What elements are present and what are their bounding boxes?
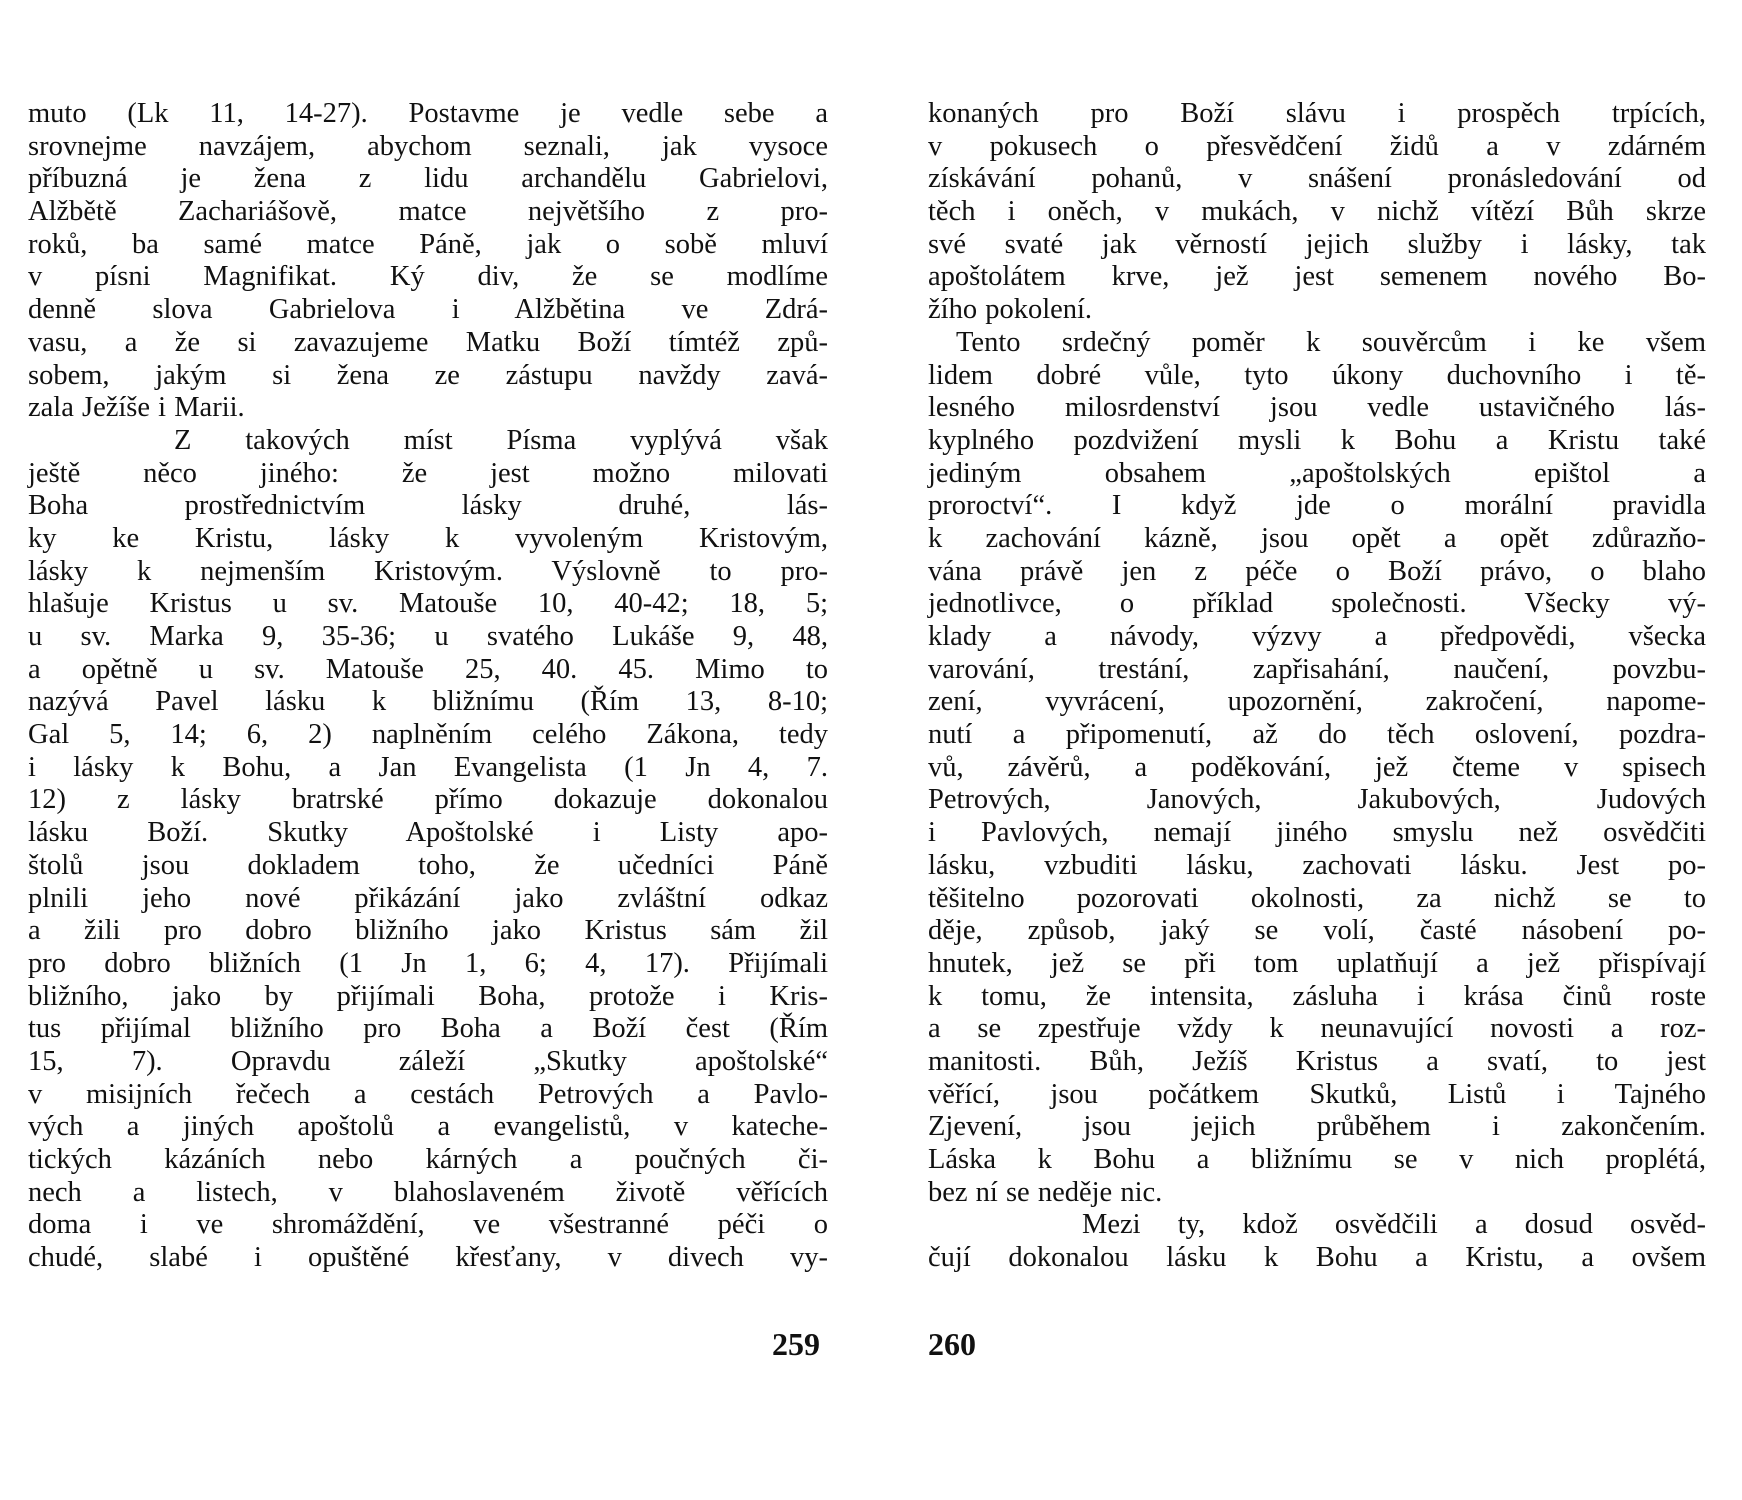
text-line: v písni Magnifikat. Ký div, že se modlíme: [28, 261, 828, 293]
text-line: proroctví“. I když jde o morální pravidla: [928, 490, 1706, 522]
text-line: žího pokolení.: [928, 294, 1093, 326]
text-line: lásku, vzbuditi lásku, zachovati lásku. Jest po-: [928, 849, 1706, 881]
text-line: Mezi ty, kdož osvědčili a dosud osvěd-: [1082, 1209, 1706, 1241]
text-line: Petrových, Janových, Jakubových, Judových: [928, 784, 1706, 816]
text-line: bližního, jako by přijímali Boha, protože i Kris-: [28, 980, 828, 1012]
text-line: štolů jsou dokladem toho, že učedníci Páně: [28, 849, 828, 881]
text-line: vána právě jen z péče o Boží právo, o blaho: [928, 555, 1706, 587]
text-line: věřící, jsou počátkem Skutků, Listů i Tajného: [928, 1078, 1706, 1110]
text-line: lásku Boží. Skutky Apoštolské i Listy apo-: [28, 817, 828, 849]
text-line: denně slova Gabrielova i Alžbětina ve Zdrá-: [28, 294, 828, 326]
right-page-text: [928, 98, 1706, 1275]
text-line: ještě něco jiného: že jest možno milovati: [28, 457, 828, 489]
text-line: Láska k Bohu a bližnímu se v nich proplétá,: [928, 1144, 1706, 1175]
text-line: vasu, a že si zavazujeme Matku Boží tímtéž způ-: [28, 326, 828, 358]
text-line: pro dobro bližních (1 Jn 1, 6; 4, 17). Přijímali: [28, 947, 828, 979]
text-line: konaných pro Boží slávu i prospěch trpících,: [928, 98, 1706, 129]
text-line: hlašuje Kristus u sv. Matouše 10, 40-42; 18, 5;: [28, 588, 828, 620]
text-line: získávání pohanů, v snášení pronásledování od: [928, 163, 1706, 195]
page-number-left: 259: [772, 1326, 820, 1362]
text-line: bez ní se neděje nic.: [928, 1176, 1163, 1208]
text-line: hnutek, jež se při tom uplatňují a jež přispívají: [928, 947, 1706, 979]
page-number-right: 260: [928, 1326, 976, 1362]
text-line: nazývá Pavel lásku k bližnímu (Řím 13, 8-10;: [28, 686, 828, 718]
text-line: Boha prostřednictvím lásky druhé, lás-: [28, 490, 828, 522]
text-line: k tomu, že intensita, zásluha i krása činů roste: [928, 980, 1706, 1012]
text-line: lásky k nejmenším Kristovým. Výslovně to pro-: [28, 555, 828, 587]
text-line: i Pavlových, nemají jiného smyslu než osvědčiti: [928, 817, 1706, 849]
text-line: roků, ba samé matce Páně, jak o sobě mluví: [28, 228, 828, 260]
text-line: manitosti. Bůh, Ježíš Kristus a svatí, to jest: [928, 1045, 1706, 1077]
text-line: děje, způsob, jaký se volí, časté násobení po-: [928, 915, 1706, 947]
text-line: těšitelno pozorovati okolnosti, za nichž se to: [928, 882, 1706, 914]
text-line: lesného milosrdenství jsou vedle ustavičného lás-: [928, 392, 1706, 424]
text-line: plnili jeho nové přikázání jako zvláštní odkaz: [28, 882, 828, 914]
text-line: zala Ježíše i Marii.: [28, 392, 245, 424]
text-line: těch i oněch, v mukách, v nichž vítězí Bůh skrze: [928, 196, 1706, 228]
left-page-text: [28, 98, 828, 1275]
text-line: a žili pro dobro bližního jako Kristus sám žil: [28, 915, 828, 947]
text-line: nech a listech, v blahoslaveném životě věřících: [28, 1176, 828, 1208]
text-line: v pokusech o přesvědčení židů a v zdárném: [928, 130, 1706, 162]
text-line: své svaté jak věrností jejich služby i lásky, tak: [928, 228, 1706, 260]
text-line: varování, trestání, zapřisahání, naučení, povzbu-: [928, 653, 1706, 685]
text-line: muto (Lk 11, 14-27). Postavme je vedle sebe a: [28, 98, 828, 129]
text-line: vých a jiných apoštolů a evangelistů, v kateche-: [28, 1111, 828, 1143]
text-line: apoštolátem krve, jež jest semenem nového Bo-: [928, 261, 1706, 293]
text-line: zení, vyvrácení, upozornění, zakročení, napome-: [928, 686, 1706, 718]
text-line: Tento srdečný poměr k souvěrcům i ke všem: [956, 326, 1706, 358]
text-line: chudé, slabé i opuštěné křesťany, v divech vy-: [28, 1242, 828, 1274]
text-line: lidem dobré vůle, tyto úkony duchovního i tě-: [928, 359, 1706, 391]
text-line: u sv. Marka 9, 35-36; u svatého Lukáše 9, 48,: [28, 621, 828, 652]
text-line: nutí a připomenutí, až do těch oslovení, pozdra-: [928, 719, 1706, 751]
text-line: k zachování kázně, jsou opět a opět zdůrazňo-: [928, 522, 1706, 554]
text-line: Gal 5, 14; 6, 2) naplněním celého Zákona, tedy: [28, 719, 828, 751]
text-line: 15, 7). Opravdu záleží „Skutky apoštolské“: [28, 1045, 828, 1077]
text-line: a se zpestřuje vždy k neunavující novosti a roz-: [928, 1013, 1706, 1045]
text-line: Alžbětě Zachariášově, matce největšího z pro-: [28, 196, 828, 228]
text-line: Zjevení, jsou jejich průběhem i zakončením.: [928, 1111, 1706, 1143]
text-line: klady a návody, výzvy a předpovědi, všecka: [928, 621, 1706, 652]
text-line: sobem, jakým si žena ze zástupu navždy zavá-: [28, 359, 828, 391]
text-line: ky ke Kristu, lásky k vyvoleným Kristovým,: [28, 522, 828, 554]
text-line: v misijních řečech a cestách Petrových a Pavlo-: [28, 1078, 828, 1110]
text-line: doma i ve shromáždění, ve všestranné péči o: [28, 1209, 828, 1241]
text-line: kyplného pozdvižení mysli k Bohu a Kristu také: [928, 424, 1706, 456]
text-line: jednotlivce, o příklad společnosti. Všecky vý-: [928, 588, 1706, 620]
text-line: a opětně u sv. Matouše 25, 40. 45. Mimo to: [28, 653, 828, 685]
text-line: tus přijímal bližního pro Boha a Boží čest (Řím: [28, 1013, 828, 1045]
text-line: tických kázáních nebo kárných a poučných či-: [28, 1144, 828, 1175]
text-line: i lásky k Bohu, a Jan Evangelista (1 Jn 4, 7.: [28, 751, 828, 783]
text-line: čují dokonalou lásku k Bohu a Kristu, a ovšem: [928, 1242, 1706, 1274]
text-line: 12) z lásky bratrské přímo dokazuje dokonalou: [28, 784, 828, 816]
text-line: příbuzná je žena z lidu archandělu Gabrielovi,: [28, 163, 828, 195]
text-line: vů, závěrů, a poděkování, jež čteme v spisech: [928, 751, 1706, 783]
text-line: Z takových míst Písma vyplývá však: [174, 424, 828, 456]
text-line: srovnejme navzájem, abychom seznali, jak vysoce: [28, 130, 828, 162]
text-line: jediným obsahem „apoštolských epištol a: [928, 457, 1706, 489]
